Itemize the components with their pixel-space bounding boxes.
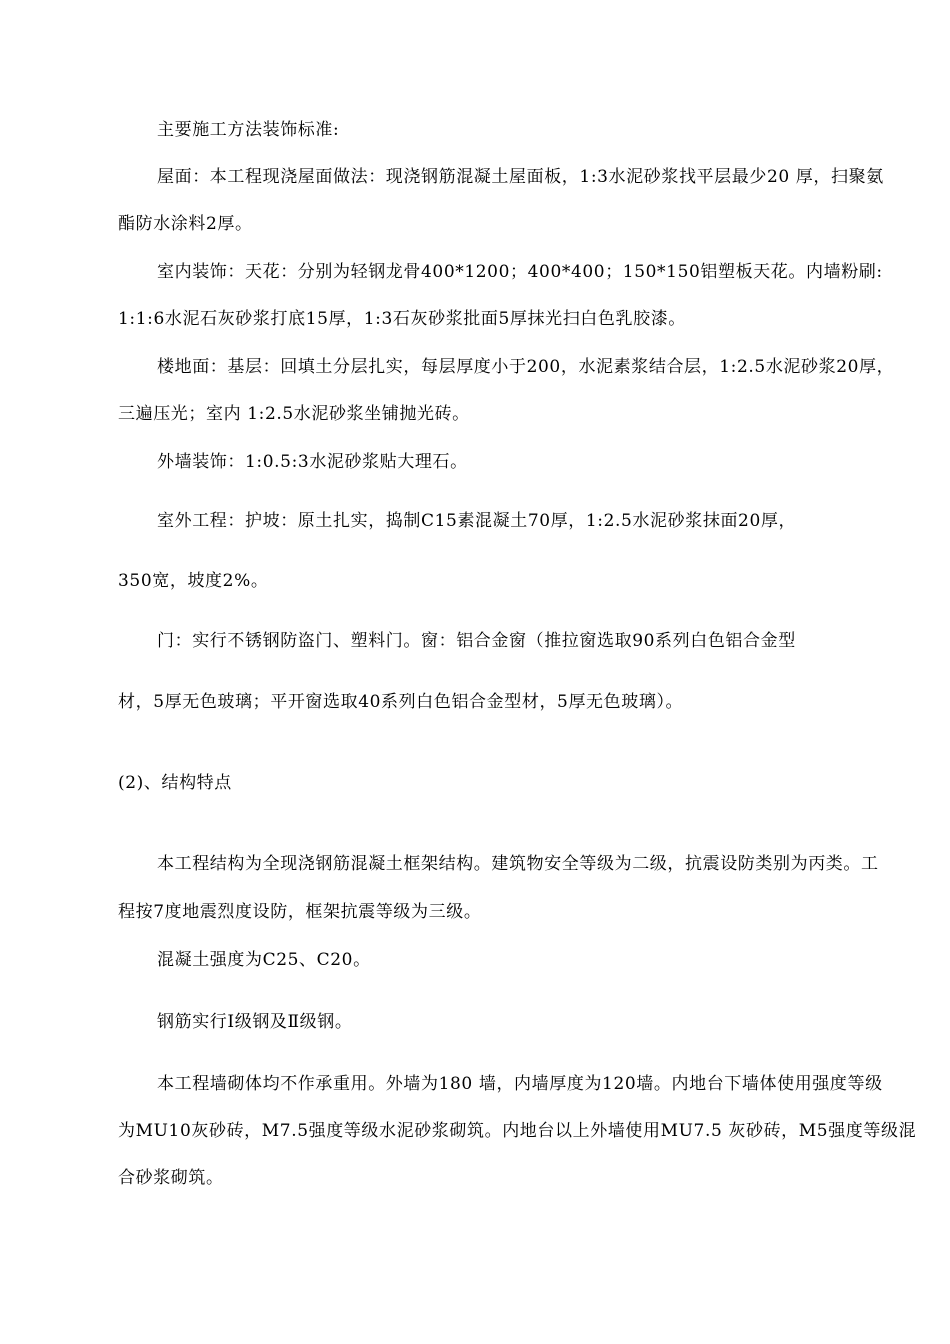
- paragraph-floor-line-2: 三遍压光；室内 1:2.5水泥砂浆坐铺抛光砖。: [118, 404, 470, 424]
- paragraph-masonry-line-2: 为MU10灰砂砖，M7.5强度等级水泥砂浆砌筑。内地台以上外墙使用MU7.5 灰砂砖，M5强度等级混: [118, 1121, 917, 1141]
- paragraph-roof-line-1: 屋面：本工程现浇屋面做法：现浇钢筋混凝土屋面板，1:3水泥砂浆找平层最少20 厚，扫聚氨: [157, 167, 884, 187]
- paragraph-interior-line-2: 1:1:6水泥石灰砂浆打底15厚，1:3石灰砂浆批面5厚抹光扫白色乳胶漆。: [118, 309, 686, 329]
- paragraph-roof-line-2: 酯防水涂料2厚。: [118, 214, 253, 234]
- paragraph-outdoor-line-1: 室外工程：护坡：原土扎实，捣制C15素混凝土70厚，1:2.5水泥砂浆抹面20厚，: [157, 511, 797, 531]
- paragraph-doors-windows-line-1: 门：实行不锈钢防盗门、塑料门。窗：铝合金窗（推拉窗选取90系列白色铝合金型: [157, 631, 796, 651]
- paragraph-structure-line-2: 程按7度地震烈度设防，框架抗震等级为三级。: [118, 902, 482, 922]
- paragraph-interior-line-1: 室内装饰：天花：分别为轻钢龙骨400*1200；400*400；150*150铝塑板天花。内墙粉刷:: [157, 262, 883, 282]
- section-heading-decoration-standards: 主要施工方法装饰标准:: [157, 120, 340, 140]
- paragraph-rebar: 钢筋实行Ⅰ级钢及Ⅱ级钢。: [157, 1012, 353, 1032]
- paragraph-masonry-line-3: 合砂浆砌筑。: [118, 1168, 224, 1188]
- paragraph-exterior-wall: 外墙装饰：1:0.5:3水泥砂浆贴大理石。: [157, 452, 468, 472]
- paragraph-outdoor-line-2: 350宽，坡度2%。: [118, 571, 269, 591]
- paragraph-floor-line-1: 楼地面：基层：回填土分层扎实，每层厚度小于200，水泥素浆结合层，1:2.5水泥砂浆20厚，: [157, 357, 895, 377]
- paragraph-masonry-line-1: 本工程墙砌体均不作承重用。外墙为180 墙，内墙厚度为120墙。内地台下墙体使用强度等级: [157, 1074, 883, 1094]
- section-heading-structure: (2)、结构特点: [118, 773, 232, 793]
- paragraph-concrete-strength: 混凝土强度为C25、C20。: [157, 950, 371, 970]
- paragraph-structure-line-1: 本工程结构为全现浇钢筋混凝土框架结构。建筑物安全等级为二级，抗震设防类别为丙类。工: [157, 854, 879, 874]
- paragraph-doors-windows-line-2: 材，5厚无色玻璃；平开窗选取40系列白色铝合金型材，5厚无色玻璃）。: [118, 692, 684, 712]
